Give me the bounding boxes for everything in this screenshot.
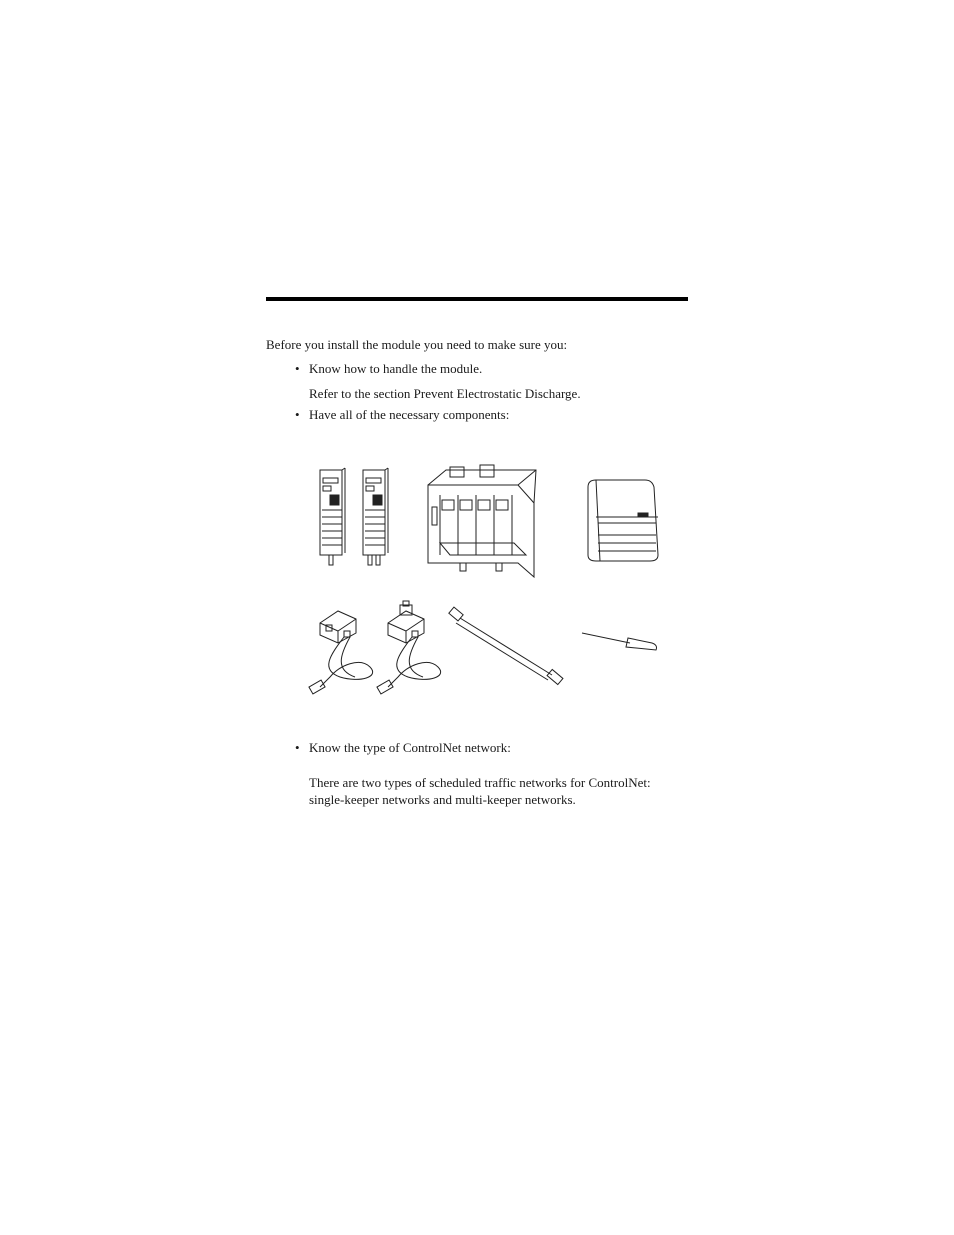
tap-straight-drawing [309,611,373,694]
controlnet-module-redundant-drawing [363,468,388,565]
chassis-drawing [428,465,536,577]
cable-drawing [449,607,563,684]
bullet-components: Have all of the necessary components: [309,407,510,422]
bullet-marker: • [295,361,300,376]
intro-text: Before you install the module you need to make sure you: [266,337,568,352]
bullet-marker: • [295,407,300,422]
network-note-line2: single-keeper networks and multi-keeper networks. [309,792,576,807]
bullet-handle-note: Refer to the section Prevent Electrostatic Discharge. [309,386,581,401]
tap-right-angle-drawing [377,601,441,694]
network-note-line1: There are two types of scheduled traffic networks for ControlNet: [309,775,651,790]
controlnet-module-drawing [320,468,345,565]
power-supply-drawing [588,480,658,561]
screwdriver-drawing [582,633,657,650]
bullet-handle-module: Know how to handle the module. [309,361,483,376]
section-rule [266,297,688,301]
bullet-marker: • [295,740,300,755]
components-illustration [300,455,670,705]
bullet-network-type: Know the type of ControlNet network: [309,740,511,755]
